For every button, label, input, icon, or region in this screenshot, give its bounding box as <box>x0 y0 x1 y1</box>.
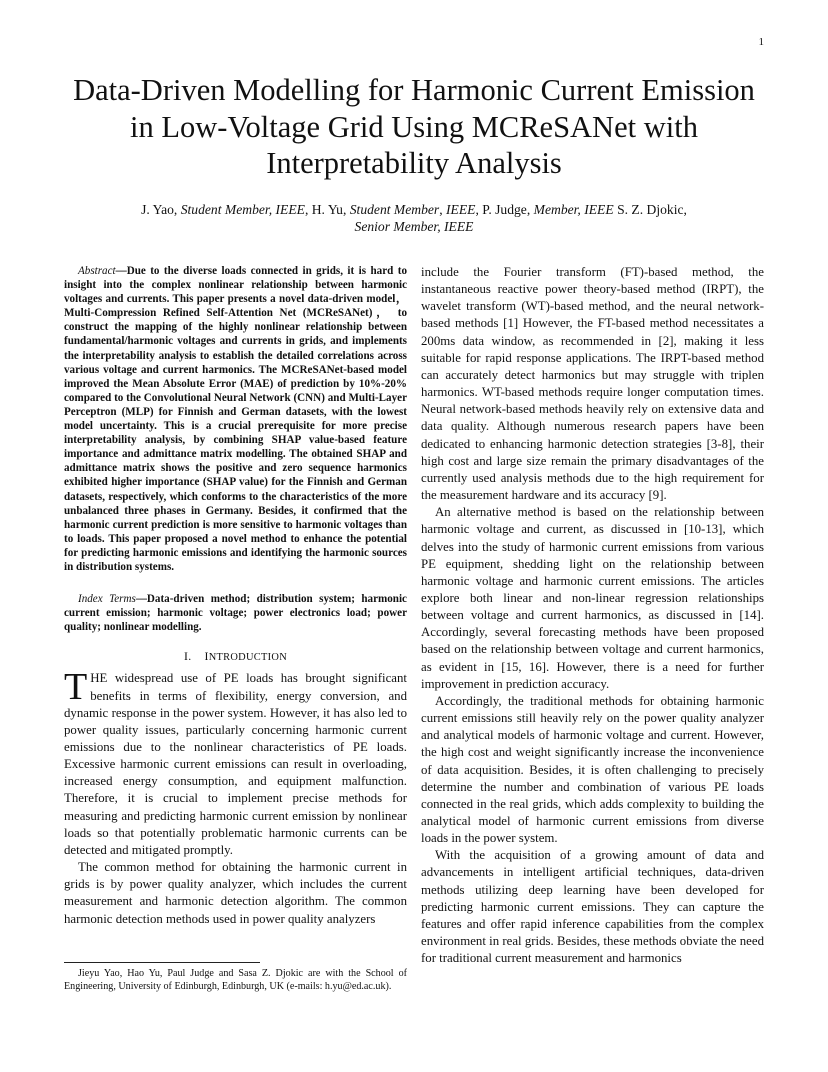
paper-title: Data-Driven Modelling for Harmonic Current Emission in Low-Voltage Grid Using MCReSANet with Interpretability Analysis <box>73 73 755 180</box>
body-paragraph: With the acquisition of a growing amount of data and advancements in intelligent artificial techniques, data-driven methods utilizing deep learning have been developed for predicting harmonic current emissions. They can capture the features and offer rapid inference capabilities from the complex environment in real grids. Besides, these methods obviate the need for traditional current measurement and harmonics <box>421 848 764 966</box>
index-terms-text: —Data-driven method; distribution system; harmonic current emission; harmonic voltage; power electronics load; power quality; nonlinear modelling. <box>64 593 407 634</box>
author-text: J. Yao, <box>141 202 181 217</box>
section-title-initial: I <box>204 649 209 664</box>
author-text: , P. Judge, <box>475 202 534 217</box>
author-role: Student Member <box>349 202 440 217</box>
author-text: S. Z. Djokic, <box>613 202 687 217</box>
index-terms <box>64 592 407 634</box>
left-column <box>64 264 407 928</box>
footnote-rule <box>64 962 260 963</box>
author-text: , H. Yu, <box>304 202 350 217</box>
section-heading <box>64 649 407 664</box>
section-number: I. <box>183 649 192 664</box>
body-paragraph: An alternative method is based on the relationship between harmonic voltage and current, as discussed in [10-13], which delves into the study of harmonic current emissions from various PE equipment, shedding light on the relationship between harmonic voltage and harmonic current emissions. The articles explore both linear and non-linear regression relationships between voltage and current harmonics, as discussed in [14]. Accordingly, several forecasting methods have been proposed based on the relationship between voltage and current harmonics, as evident in [15, 16]. However, there is a need for further improvement in prediction accuracy. <box>421 505 764 691</box>
right-column <box>421 264 764 967</box>
author-text: , <box>439 202 447 217</box>
abstract-label: Abstract <box>78 265 116 277</box>
author-role: IEEE <box>446 202 476 217</box>
author-role: Student Member, IEEE <box>180 202 305 217</box>
intro-paragraph: The common method for obtaining the harmonic current in grids is by power quality analyzer, which includes the current measurement and harmonic detection algorithm. The common harmonic detection methods used in power quality analyzers <box>64 860 407 926</box>
footnote: Jieyu Yao, Hao Yu, Paul Judge and Sasa Z. Djokic are with the School of Engineering, University of Edinburgh, Edinburgh, UK (e-mails: h.yu@ed.ac.uk). <box>64 968 407 992</box>
intro-body <box>64 666 407 927</box>
body-paragraph: include the Fourier transform (FT)-based method, the instantaneous reactive power theory-based method (IRPT), the wavelet transform (WT)-based method, and the neural network-based methods [1] However, the FT-based method necessitates a 200ms data window, as recommended in [2], making it less suitable for rapid response applications. The IRPT-based method can accurately detect harmonics but may struggle with triplen harmonics. WT-based methods require longer computation times. Neural network-based methods heavily rely on extensive data and data quality. Although numerous research papers have been dedicated to enhancing harmonic detection strategies [3-8], their high cost and large size remain the primary disadvantages of the currently used analysis methods due to the high requirement for the measurement hardware and its accuracy [9]. <box>421 265 764 503</box>
intro-paragraph <box>64 666 407 859</box>
abstract-text: —Due to the diverse loads connected in grids, it is hard to insight into the complex nonlinear relationship between harmonic voltages and currents. This paper presents a novel data-driven model， Multi-Compression Refined Self-Attention Net (MCReSANet)， to construct the mapping of the highly nonlinear relationship between fundamental/harmonic voltages and currents in grids, and implements the interpretability analysis to establish the detailed correlations across various voltage and current harmonics. The MCReSANet-based model improved the Mean Absolute Error (MAE) of prediction by 10%-20% compared to the Convolutional Neural Network (CNN) and Multi-Layer Perceptron (MLP) for Finnish and German datasets, with the lowest model uncertainty. This is a crucial prerequisite for more precise interpretability analysis, by combining SHAP value-based feature importance and admittance matrix modelling. The obtained SHAP and admittance matrix shows the positive and zero sequence harmonics exhibited higher importance (SHAP value) for the Finnish and German datasets, respectively, which conforms to the characteristics of the more unbalanced three phases in Germany. Besides, it confirmed that the harmonic current prediction is more sensitive to harmonic voltages than to loads. This paper proposed a novel method to enhance the potential for predicting harmonic emissions and identifying the harmonic sources in distribution systems. <box>64 265 407 573</box>
section-title-rest: NTRODUCTION <box>208 652 288 664</box>
author-role: Member, IEEE <box>533 202 614 217</box>
index-terms-label: Index Terms <box>78 593 136 606</box>
author-list <box>60 201 768 235</box>
intro-paragraph-text: HE widespread use of PE loads has brought significant benefits in terms of flexibility, energy conversion, and dynamic response in the power system. However, it has also led to power quality issues, particularly concerning harmonic current emissions due to the nonlinear characteristics of PE loads. Excessive harmonic current emissions can result in overloading, increased energy consumption, and equipment malfunction. Therefore, it is crucial to implement precise methods for measuring and predicting harmonic current emission by nonlinear loads so that potentially problematic harmonic currents can be detected and mitigated promptly. <box>64 671 407 857</box>
body-paragraph: Accordingly, the traditional methods for obtaining harmonic current emissions still heavily rely on the power quality analyzer and analytical models of harmonic voltage and current. However, the high cost and weight significantly increase the inconvenience of data acquisition. Besides, it is often challenging to precisely determine the number and combination of various PE loads connected in the real grids, which adds complexity to building the analytical model of harmonic current emissions from diverse loads in the power system. <box>421 693 764 846</box>
abstract <box>64 264 407 574</box>
page-number: 1 <box>758 36 764 48</box>
author-role: Senior Member, IEEE <box>354 219 474 234</box>
drop-cap: T <box>64 666 88 709</box>
